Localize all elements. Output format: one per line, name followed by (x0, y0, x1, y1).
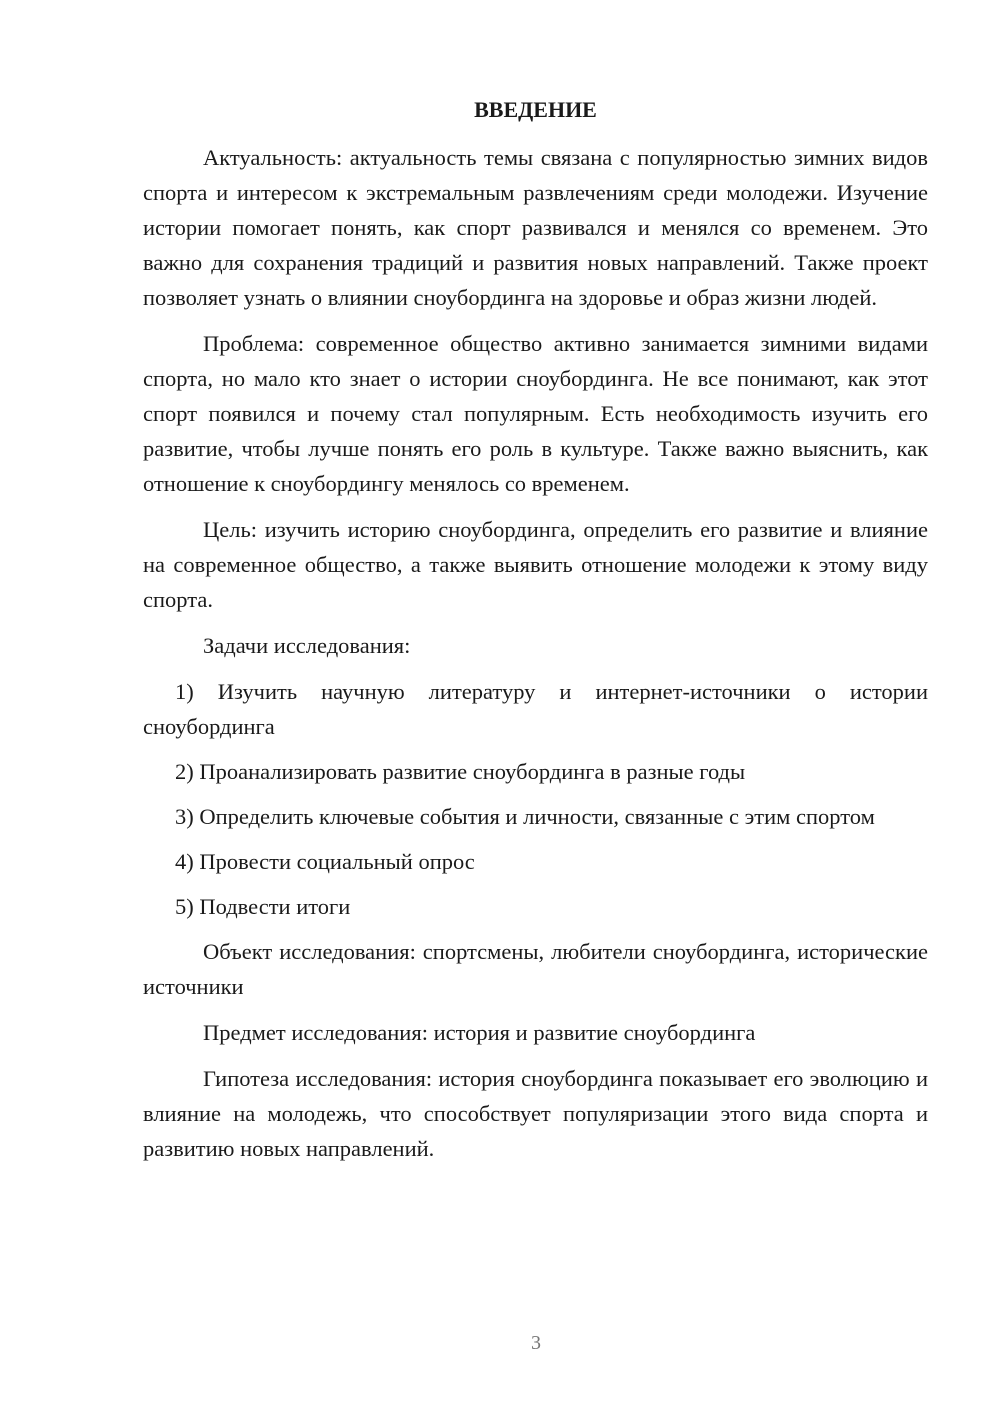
paragraph-hypothesis: Гипотеза исследования: история сноубординга показывает его эволюцию и влияние на молодежь, что способствует популяризации этого вида спорта и развитию новых направлений. (143, 1066, 928, 1161)
paragraph-subject: Предмет исследования: история и развитие сноубординга (203, 1020, 756, 1045)
paragraph-relevance: Актуальность: актуальность темы связана с популярностью зимних видов спорта и интересом к экстремальным развлечениям среди молодежи. Изучение истории помогает понять, как спорт развивался и менялся со временем. Это важно для сохранения традиций и развития новых направлений. Также проект позволяет узнать о влиянии сноубординга на здоровье и образ жизни людей. (143, 145, 928, 310)
paragraph-goal: Цель: изучить историю сноубординга, определить его развитие и влияние на современное общество, а также выявить отношение молодежи к этому виду спорта. (143, 517, 928, 612)
list-item: 3) Определить ключевые события и личности, связанные с этим спортом (175, 804, 875, 829)
list-item: 2) Проанализировать развитие сноубординга в разные годы (175, 759, 746, 784)
list-item: 4) Провести социальный опрос (175, 849, 475, 874)
page-title: ВВЕДЕНИЕ (474, 97, 597, 122)
page-number: 3 (531, 1332, 541, 1354)
paragraph-tasks-title: Задачи исследования: (203, 633, 411, 658)
list-item: 5) Подвести итоги (175, 894, 351, 919)
list-item: 1) Изучить научную литературу и интернет-источники о истории сноубординга (143, 679, 928, 739)
paragraph-object: Объект исследования: спортсмены, любители сноубординга, исторические источники (143, 939, 928, 999)
tasks-list (143, 674, 928, 924)
paragraph-problem: Проблема: современное общество активно занимается зимними видами спорта, но мало кто знает о истории сноубординга. Не все понимают, как этот спорт появился и почему стал популярным. Есть необходимость изучить его развитие, чтобы лучше понять его роль в культуре. Также важно выяснить, как отношение к сноубордингу менялось со временем. (143, 331, 928, 496)
document-page (143, 92, 928, 1166)
